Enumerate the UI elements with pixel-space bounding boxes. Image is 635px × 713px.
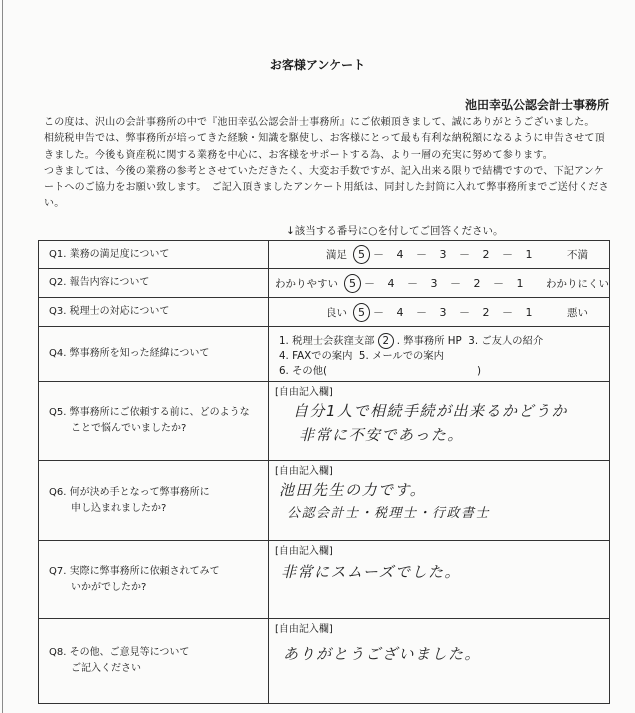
question-line-2: ことで悩んでいましたか? <box>71 423 187 434</box>
rating-low-label: 悪い <box>566 306 588 319</box>
answer-q5[interactable] <box>269 382 610 461</box>
answer-q6[interactable] <box>269 461 610 541</box>
intro-text <box>34 115 609 213</box>
rating-scale <box>353 245 537 264</box>
question-q8 <box>39 619 269 704</box>
survey-row-q7 <box>39 541 610 619</box>
intro-paragraph-2: 相続税申告では、弊事務所が培ってきた経験・知識を駆使し、お客様にとって最も有利な納税額になるように申告させて頂きました。今後も資産税に関する業務を中心に、お客様をサポートする為、より一層の充実に努めて参ります。 <box>44 133 605 161</box>
intro-paragraph-1: この度は、沢山の会計事務所の中で『池田幸弘公認会計士事務所』にご依頼頂きまして、誠にありがとうございました。 <box>44 117 595 128</box>
rating-q3 <box>269 298 610 327</box>
rating-choice-circled[interactable]: 5 <box>353 303 370 322</box>
survey-row-q8 <box>39 619 610 704</box>
handwritten-answer-line-1: 自分1人で相続手続が出来るかどうか <box>293 402 569 420</box>
intro-paragraph-3: つきましては、今後の業務の参考とさせていただきたく、大変お手数ですが、記入出来る限りで結構ですので、下記アンケートへのご協力をお願い致します。 ご記入頂きましたアンケート用紙は、同封した封筒に入れて弊事務所までご送付ください。 <box>44 165 609 210</box>
free-entry-label: [自由記入欄] <box>275 387 333 398</box>
rating-low-label: 不満 <box>566 249 588 261</box>
question-line-1: Q5. 弊事務所にご依頼する前に、どのような <box>49 407 250 418</box>
question-q2: Q2. 報告内容について <box>39 269 269 298</box>
option-6[interactable]: 6. その他( <box>279 364 328 377</box>
survey-row-q2 <box>39 269 610 298</box>
question-q5 <box>39 382 269 461</box>
rating-high-label: わかりやすい <box>275 277 339 290</box>
survey-row-q3 <box>39 298 610 327</box>
question-q6 <box>39 461 269 541</box>
option-1[interactable]: 1. 税理士会荻窪支部 <box>279 335 375 347</box>
answer-instruction: ↓該当する番号に○を付してご回答ください。 <box>286 225 504 237</box>
question-line-2: ご記入ください <box>71 663 141 674</box>
free-entry-label: [自由記入欄] <box>275 466 333 477</box>
question-q3: Q3. 税理士の対応について <box>39 298 269 327</box>
answer-q8[interactable] <box>269 619 610 704</box>
options-line-2 <box>279 349 609 364</box>
rating-scale-rest: － 4 － 3 － 2 － 1 <box>373 248 537 261</box>
rating-high-label: 満足 <box>326 249 347 261</box>
handwritten-answer-line-2: 非常に不安であった。 <box>299 426 464 444</box>
options-line-3 <box>279 364 609 379</box>
question-line-2: いかがでしたか? <box>71 581 147 593</box>
rating-high-label: 良い <box>326 306 347 319</box>
question-q4: Q4. 弊事務所を知った経緯について <box>39 327 269 382</box>
free-entry-label: [自由記入欄] <box>275 624 333 635</box>
question-line-1: Q8. その他、ご意見等について <box>49 647 190 658</box>
scan-edge-line <box>2 0 3 713</box>
handwritten-answer-line-1: 池田先生の力です。 <box>279 481 427 499</box>
rating-choice-circled[interactable]: 5 <box>353 245 370 264</box>
question-line-1: Q7. 実際に弊事務所に依頼されてみて <box>49 565 220 577</box>
page-title: お客様アンケート <box>269 58 366 72</box>
question-q1: Q1. 業務の満足度について <box>39 241 269 269</box>
survey-row-q6 <box>39 461 610 541</box>
question-line-1: Q6. 何が決め手となって弊事務所に <box>49 486 210 498</box>
handwritten-answer-line-1: ありがとうございました。 <box>283 645 482 663</box>
rating-choice-circled[interactable]: 5 <box>344 274 361 293</box>
rating-scale <box>344 274 528 293</box>
option-2-circled[interactable]: 2 <box>378 333 394 349</box>
survey-row-q5 <box>39 382 610 461</box>
rating-scale <box>353 303 537 322</box>
option-2[interactable]: . 弊事務所 HP <box>396 335 462 347</box>
survey-row-q4 <box>39 327 610 382</box>
free-entry-label: [自由記入欄] <box>275 546 333 557</box>
option-5[interactable]: 5. メールでの案内 <box>358 350 444 362</box>
option-3[interactable]: 3. ご友人の紹介 <box>468 335 544 347</box>
handwritten-answer-line-1: 非常にスムーズでした。 <box>281 563 462 581</box>
survey-table <box>38 240 610 704</box>
rating-scale-rest: － 4 － 3 － 2 － 1 <box>364 276 528 290</box>
options-q4 <box>269 327 610 382</box>
rating-q1 <box>269 241 610 269</box>
rating-low-label: わかりにくい <box>546 277 609 290</box>
survey-row-q1 <box>39 241 610 269</box>
rating-scale-rest: － 4 － 3 － 2 － 1 <box>373 305 537 319</box>
answer-q7[interactable] <box>269 541 610 619</box>
option-6-close: ) <box>477 364 482 377</box>
handwritten-answer-line-2: 公認会計士・税理士・行政書士 <box>287 506 491 521</box>
question-q7 <box>39 541 269 619</box>
options-line-1 <box>279 333 609 349</box>
office-name: 池田幸弘公認会計士事務所 <box>464 98 609 112</box>
question-line-2: 申し込まれましたか? <box>71 502 167 514</box>
rating-q2 <box>269 269 610 298</box>
option-4[interactable]: 4. FAXでの案内 <box>279 350 353 362</box>
